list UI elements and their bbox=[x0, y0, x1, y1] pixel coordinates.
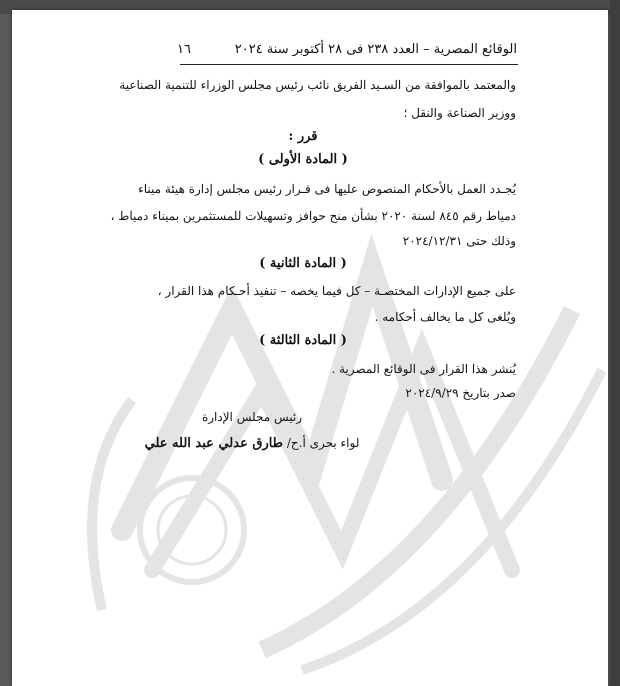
page-header bbox=[177, 42, 517, 57]
header-divider bbox=[180, 64, 518, 65]
page-number: ١٦ bbox=[177, 42, 191, 57]
document-page bbox=[12, 10, 608, 686]
signatory-role: رئيس مجلس الإدارة bbox=[201, 410, 303, 424]
header-title: الوقائع المصرية – العدد ٢٣٨ فى ٢٨ أكتوبر سنة ٢٠٢٤ bbox=[234, 42, 517, 57]
article-3-line-1: يُنشر هذا القرار فى الوقائع المصرية . bbox=[331, 362, 516, 376]
intro-line-2: ووزير الصناعة والنقل ؛ bbox=[403, 106, 516, 120]
article-1-title: ( المادة الأولى ) bbox=[258, 152, 348, 167]
signatory-title: لواء بحرى أ.ح/ bbox=[286, 436, 360, 450]
intro-line-1: والمعتمد بالموافقة من السـيد الفريق نائب رئيس مجلس الوزراء للتنمية الصناعية bbox=[119, 78, 516, 92]
article-1-line-2: دمياط رقم ٨٤٥ لسنة ٢٠٢٠ بشأن منح حوافز وتسهيلات للمستثمرين بميناء دمياط ، bbox=[110, 209, 516, 223]
article-2-line-2: ويُلغى كل ما يخالف أحكامه . bbox=[374, 310, 516, 324]
article-1-line-3: وذلك حتى ٢٠٢٤/١٢/٣١ bbox=[402, 234, 516, 248]
article-3-title: ( المادة الثالثة ) bbox=[259, 333, 347, 348]
article-2-line-1: على جميع الإدارات المختصـة – كل فيما يخصه – تنفيذ أحـكام هذا القرار ، bbox=[157, 284, 516, 298]
signatory-name-line bbox=[132, 434, 372, 453]
article-2-title: ( المادة الثانية ) bbox=[259, 256, 347, 271]
signatory-name: طارق عدلي عبد الله علي bbox=[144, 436, 284, 451]
viewer-scrollbar[interactable] bbox=[610, 0, 620, 686]
article-1-line-1: يُجـدد العمل بالأحكام المنصوص عليها فى قـرار رئيس مجلس إدارة هيئة ميناء bbox=[138, 182, 516, 196]
decision-title: قرر : bbox=[288, 129, 318, 144]
issue-date: صدر بتاريخ ٢٠٢٤/٩/٢٩ bbox=[405, 386, 516, 400]
